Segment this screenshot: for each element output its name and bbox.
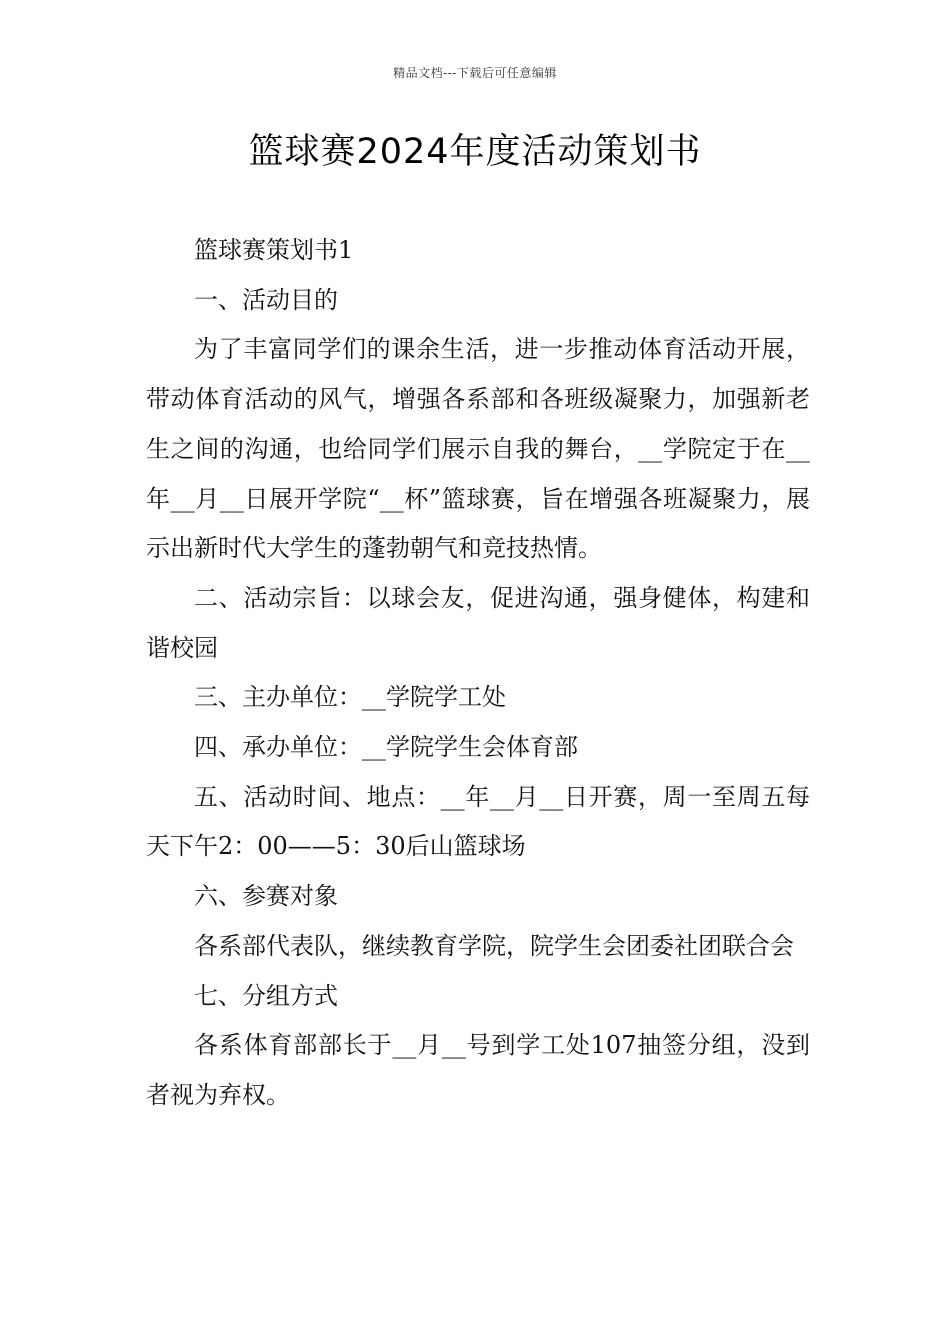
body-paragraph: 各系体育部部长于__月__号到学工处107抽签分组，没到者视为弃权。 — [146, 1031, 810, 1109]
body-paragraph: 为了丰富同学们的课余生活，进一步推动体育活动开展，带动体育活动的风气，增强各系部和各班级凝聚力，加强新老生之间的沟通，也给同学们展示自我的舞台，__学院定于在__年__月__日展开学院“__杯”篮球赛，旨在增强各班凝聚力，展示出新时代大学生的蓬勃朝气和竞技热情。 — [146, 335, 810, 563]
body-paragraph: 五、活动时间、地点：__年__月__日开赛，周一至周五每天下午2：00——5：30后山篮球场 — [146, 782, 810, 861]
header-note: 精品文档---下载后可任意编辑 — [393, 66, 557, 80]
body-paragraph: 四、承办单位：__学院学生会体育部 — [194, 733, 578, 762]
document-title: 篮球赛2024年度活动策划书 — [248, 132, 702, 172]
section-heading: 六、参赛对象 — [194, 882, 338, 911]
document-body — [146, 226, 810, 1121]
body-paragraph: 三、主办单位：__学院学工处 — [194, 683, 506, 712]
section-heading: 篮球赛策划书1 — [194, 236, 354, 264]
section-heading: 七、分组方式 — [194, 981, 338, 1010]
section-heading: 一、活动目的 — [194, 285, 338, 314]
body-paragraph: 二、活动宗旨：以球会友，促进沟通，强身健体，构建和谐校园 — [146, 583, 810, 662]
body-paragraph: 各系部代表队，继续教育学院，院学生会团委社团联合会 — [194, 931, 794, 960]
